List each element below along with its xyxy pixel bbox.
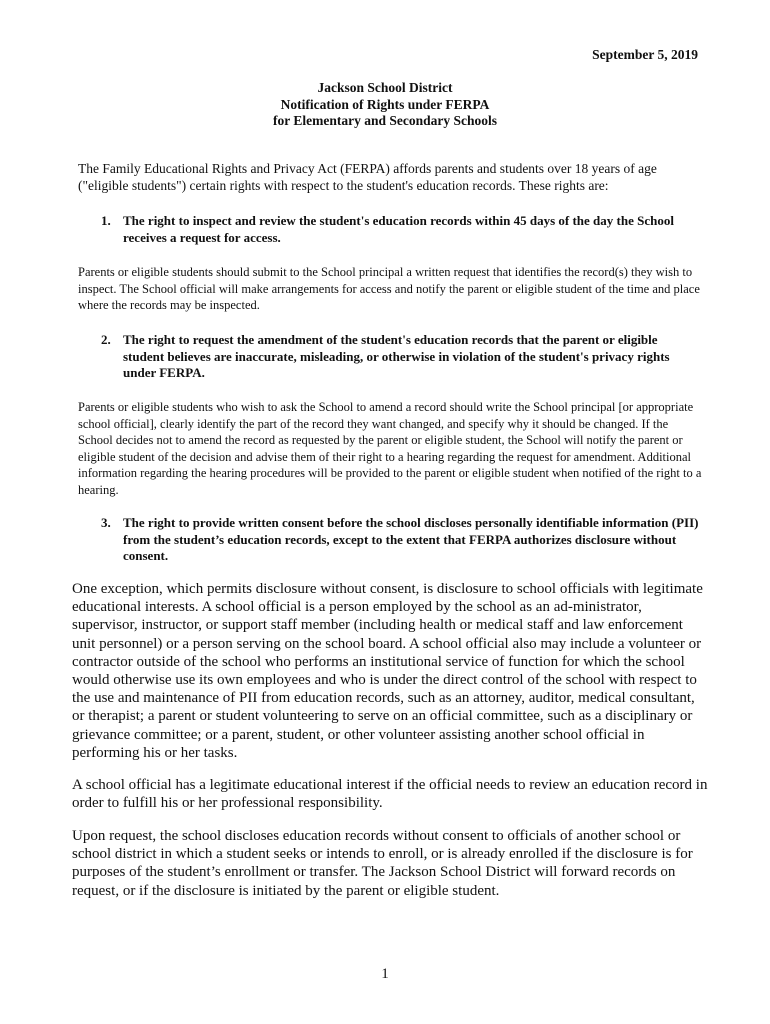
transfer-paragraph: Upon request, the school discloses education records without consent to officials of another school or school district in which a student seeks or intends to enroll, or is already enrolled if the disclosure is for purposes of the student’s enrollment or transfer. The Jackson School District will forward records on request, or if the disclosure is initiated by the parent or eligible student. — [72, 828, 693, 899]
document-date: September 5, 2019 — [592, 47, 698, 62]
right-1-heading — [101, 213, 701, 246]
right-2-number: 2. — [101, 332, 111, 347]
right-1-body: Parents or eligible students should submit to the School principal a written request that identifies the record(s) they wish to inspect. The School official will make arrangements for access and notify the parent or eligible student of the time and place where the records may be inspected. — [78, 265, 700, 312]
right-2-heading-text: The right to request the amendment of the student's education records that the parent or eligible student believes are inaccurate, misleading, or otherwise in violation of the student's privacy rights under FERPA. — [123, 332, 670, 380]
right-1-heading-text: The right to inspect and review the student's education records within 45 days of the day the School receives a request for access. — [123, 213, 674, 245]
exception-paragraph: One exception, which permits disclosure without consent, is disclosure to school officials with legitimate educational interests. A school official is a person employed by the school as an ad-ministrator, supervisor, instructor, or support staff member (including health or medical staff and law enforcement unit personnel) or a person serving on the school board. A school official also may include a volunteer or contractor outside of the school who performs an institutional service of function for which the school would otherwise use its own employees and who is under the direct control of the school with respect to the use and maintenance of PII from education records, such as an attorney, auditor, medical consultant, or therapist; a parent or student volunteering to serve on an official committee, such as a disciplinary or grievance committee; or a parent, student, or other volunteer assisting another school official in performing his or her tasks. — [72, 581, 703, 761]
right-2-heading — [101, 332, 701, 382]
right-1-number: 1. — [101, 213, 111, 228]
header-title: Notification of Rights under FERPA — [280, 96, 490, 112]
document-header — [0, 80, 770, 130]
legitimate-interest-paragraph: A school official has a legitimate educational interest if the official needs to review an education record in order to fulfill his or her professional responsibility. — [72, 777, 708, 812]
right-2-body: Parents or eligible students who wish to ask the School to amend a record should write the School principal [or appropriate school official], clearly identify the part of the record they want changed, and specify why it should be changed. If the School decides not to amend the record as requested by the parent or eligible student, the School will notify the parent or eligible student of the decision and advise them of their right to a hearing regarding the request for amendment. Additional information regarding the hearing procedures will be provided to the parent or eligible student when notified of the right to a hearing. — [78, 400, 702, 497]
page-number: 1 — [381, 966, 389, 982]
header-district: Jackson School District — [317, 80, 453, 95]
right-3-heading-text: The right to provide written consent before the school discloses personally identifiable information (PII) from the student’s education records, except to the extent that FERPA authorizes disclosure without consent. — [123, 515, 699, 563]
right-3-heading — [101, 515, 701, 565]
header-subtitle: for Elementary and Secondary Schools — [272, 113, 497, 128]
intro-paragraph: The Family Educational Rights and Privacy Act (FERPA) affords parents and students over 18 years of age ("eligible students") certain rights with respect to the student's education records. These rights are: — [78, 161, 657, 193]
right-3-number: 3. — [101, 515, 111, 530]
